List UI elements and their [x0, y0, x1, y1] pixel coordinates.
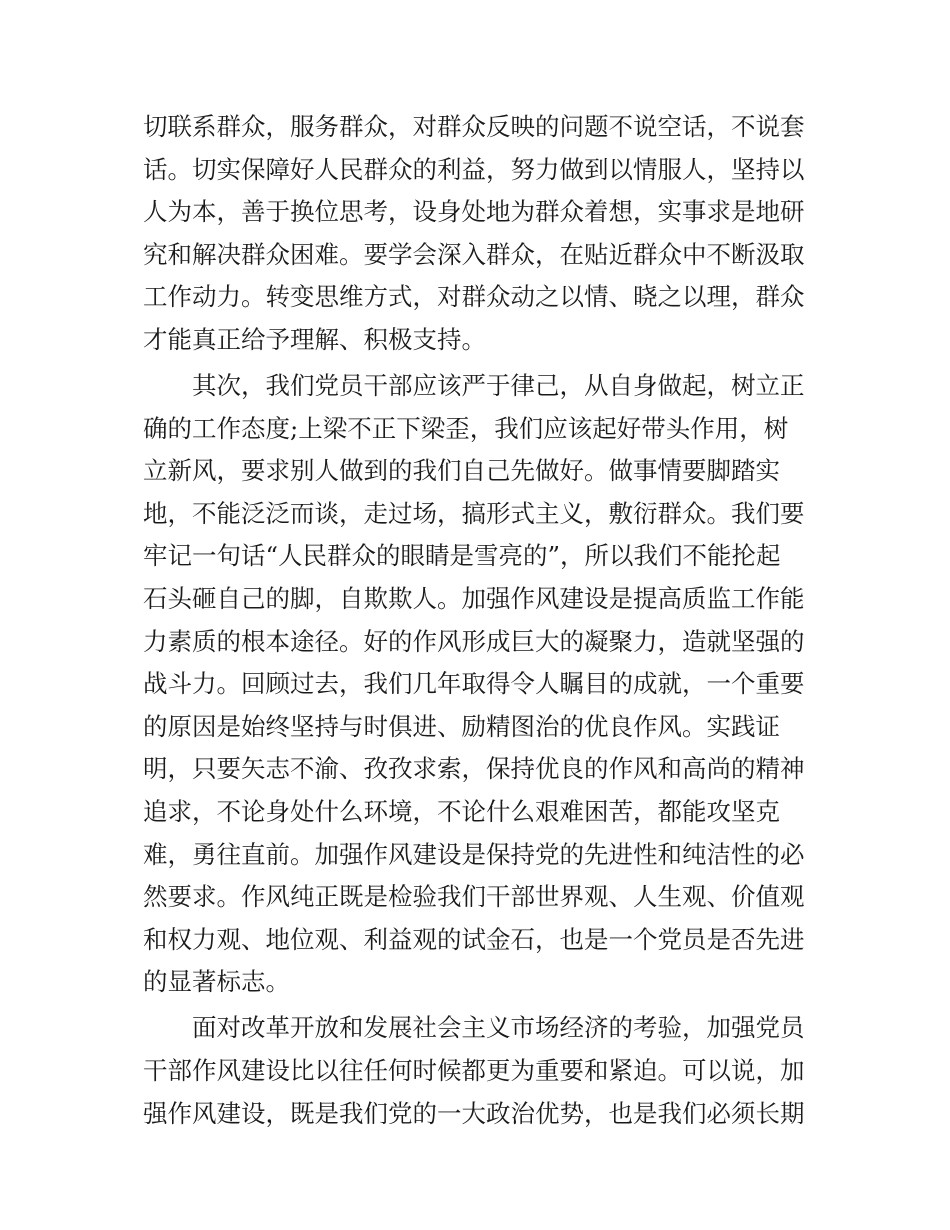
text-line: 工作动力。转变思维方式，对群众动之以情、晓之以理，群众: [143, 282, 805, 312]
text-line: 地，不能泛泛而谈，走过场，搞形式主义，敷衍群众。我们要: [143, 498, 805, 528]
text-line: 话。切实保障好人民群众的利益，努力做到以情服人，坚持以: [143, 154, 805, 184]
text-line: 确的工作态度;上梁不正下梁歪，我们应该起好带头作用，树: [143, 413, 789, 443]
text-line: 切联系群众，服务群众，对群众反映的问题不说空话，不说套: [143, 112, 805, 141]
text-line: 牢记一句话“人民群众的眼睛是雪亮的”，所以我们不能抡起: [143, 541, 781, 571]
text-line: 难，勇往直前。加强作风建设是保持党的先进性和纯洁性的必: [143, 839, 805, 869]
text-line: 战斗力。回顾过去，我们几年取得令人瞩目的成就，一个重要: [143, 669, 805, 699]
text-line: 面对改革开放和发展社会主义市场经济的考验，加强党员: [192, 1013, 805, 1043]
paragraph: [143, 365, 823, 1004]
text-line: 的显著标志。: [143, 967, 290, 997]
text-line: 究和解决群众困难。要学会深入群众，在贴近群众中不断汲取: [143, 239, 805, 269]
text-line: 立新风，要求别人做到的我们自己先做好。做事情要脚踏实: [143, 456, 780, 486]
text-line: 才能真正给予理解、积极支持。: [143, 324, 486, 354]
document-body: [143, 106, 823, 1135]
text-line: 明，只要矢志不渝、孜孜求索，保持优良的作风和高尚的精神: [143, 754, 805, 784]
paragraph: [143, 106, 823, 362]
paragraph: [143, 1007, 823, 1135]
text-line: 石头砸自己的脚，自欺欺人。加强作风建设是提高质监工作能: [143, 584, 805, 614]
text-line: 其次，我们党员干部应该严于律己，从自身做起，树立正: [192, 371, 805, 401]
text-line: 和权力观、地位观、利益观的试金石，也是一个党员是否先进: [143, 924, 805, 954]
text-line: 强作风建设，既是我们党的一大政治优势，也是我们必须长期: [143, 1098, 805, 1128]
text-line: 人为本，善于换位思考，设身处地为群众着想，实事求是地研: [143, 197, 805, 227]
text-line: 干部作风建设比以往任何时候都更为重要和紧迫。可以说，加: [143, 1056, 805, 1086]
text-line: 追求，不论身处什么环境，不论什么艰难困苦，都能攻坚克: [143, 797, 780, 826]
text-line: 的原因是始终坚持与时俱进、励精图治的优良作风。实践证: [143, 711, 780, 741]
text-line: 力素质的根本途径。好的作风形成巨大的凝聚力，造就坚强的: [143, 626, 805, 656]
text-line: 然要求。作风纯正既是检验我们干部世界观、人生观、价值观: [143, 882, 805, 912]
